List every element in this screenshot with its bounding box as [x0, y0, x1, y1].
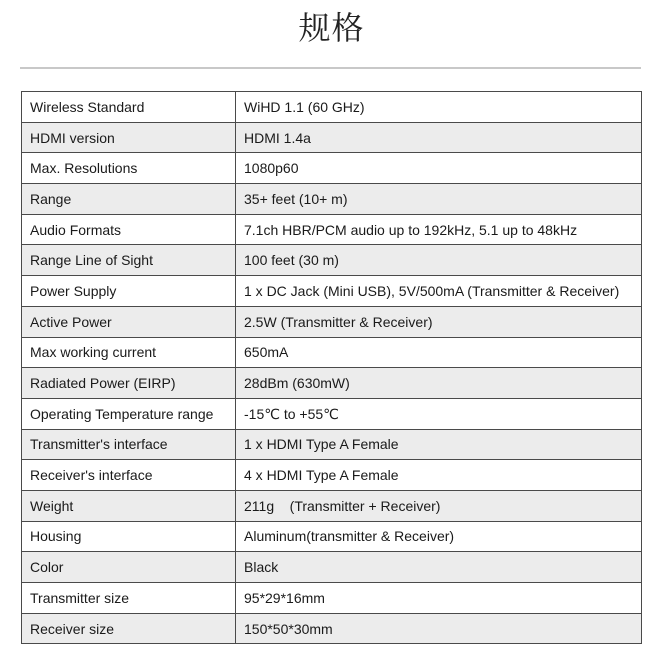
spec-row	[22, 306, 642, 337]
spec-value: Black	[236, 552, 642, 583]
spec-label: Max. Resolutions	[22, 153, 236, 184]
spec-row	[22, 460, 642, 491]
spec-value: 1080p60	[236, 153, 642, 184]
spec-value: 2.5W (Transmitter & Receiver)	[236, 306, 642, 337]
spec-row	[22, 521, 642, 552]
spec-value: 150*50*30mm	[236, 613, 642, 644]
page-title: 规格	[298, 9, 365, 47]
spec-value: 35+ feet (10+ m)	[236, 184, 642, 215]
spec-row	[22, 490, 642, 521]
spec-label: Weight	[22, 490, 236, 521]
spec-value: 1 x HDMI Type A Female	[236, 429, 642, 460]
spec-value: 211g (Transmitter + Receiver)	[236, 490, 642, 521]
spec-value: 28dBm (630mW)	[236, 368, 642, 399]
spec-label: Color	[22, 552, 236, 583]
spec-label: Max working current	[22, 337, 236, 368]
spec-label: Receiver's interface	[22, 460, 236, 491]
spec-row	[22, 337, 642, 368]
spec-label: Radiated Power (EIRP)	[22, 368, 236, 399]
spec-label: Operating Temperature range	[22, 398, 236, 429]
spec-label: HDMI version	[22, 122, 236, 153]
spec-row	[22, 583, 642, 614]
spec-label: Audio Formats	[22, 214, 236, 245]
spec-row	[22, 214, 642, 245]
spec-table	[21, 91, 642, 644]
spec-value: Aluminum(transmitter & Receiver)	[236, 521, 642, 552]
spec-row	[22, 276, 642, 307]
spec-value: WiHD 1.1 (60 GHz)	[236, 92, 642, 123]
spec-table-body	[22, 92, 642, 644]
spec-label: Wireless Standard	[22, 92, 236, 123]
spec-label: Range Line of Sight	[22, 245, 236, 276]
spec-label: Transmitter size	[22, 583, 236, 614]
spec-row	[22, 122, 642, 153]
spec-row	[22, 153, 642, 184]
spec-value: 7.1ch HBR/PCM audio up to 192kHz, 5.1 up to 48kHz	[236, 214, 642, 245]
spec-value: -15℃ to +55℃	[236, 398, 642, 429]
spec-label: Power Supply	[22, 276, 236, 307]
spec-value: 650mA	[236, 337, 642, 368]
spec-row	[22, 184, 642, 215]
spec-row	[22, 245, 642, 276]
spec-row	[22, 398, 642, 429]
spec-row	[22, 613, 642, 644]
spec-row	[22, 552, 642, 583]
spec-label: Range	[22, 184, 236, 215]
spec-value: 1 x DC Jack (Mini USB), 5V/500mA (Transmitter & Receiver)	[236, 276, 642, 307]
spec-value: 100 feet (30 m)	[236, 245, 642, 276]
spec-value: HDMI 1.4a	[236, 122, 642, 153]
spec-label: Transmitter's interface	[22, 429, 236, 460]
spec-row	[22, 92, 642, 123]
spec-value: 95*29*16mm	[236, 583, 642, 614]
spec-row	[22, 429, 642, 460]
spec-label: Receiver size	[22, 613, 236, 644]
spec-row	[22, 368, 642, 399]
spec-label: Active Power	[22, 306, 236, 337]
title-divider	[20, 67, 641, 69]
spec-label: Housing	[22, 521, 236, 552]
spec-value: 4 x HDMI Type A Female	[236, 460, 642, 491]
